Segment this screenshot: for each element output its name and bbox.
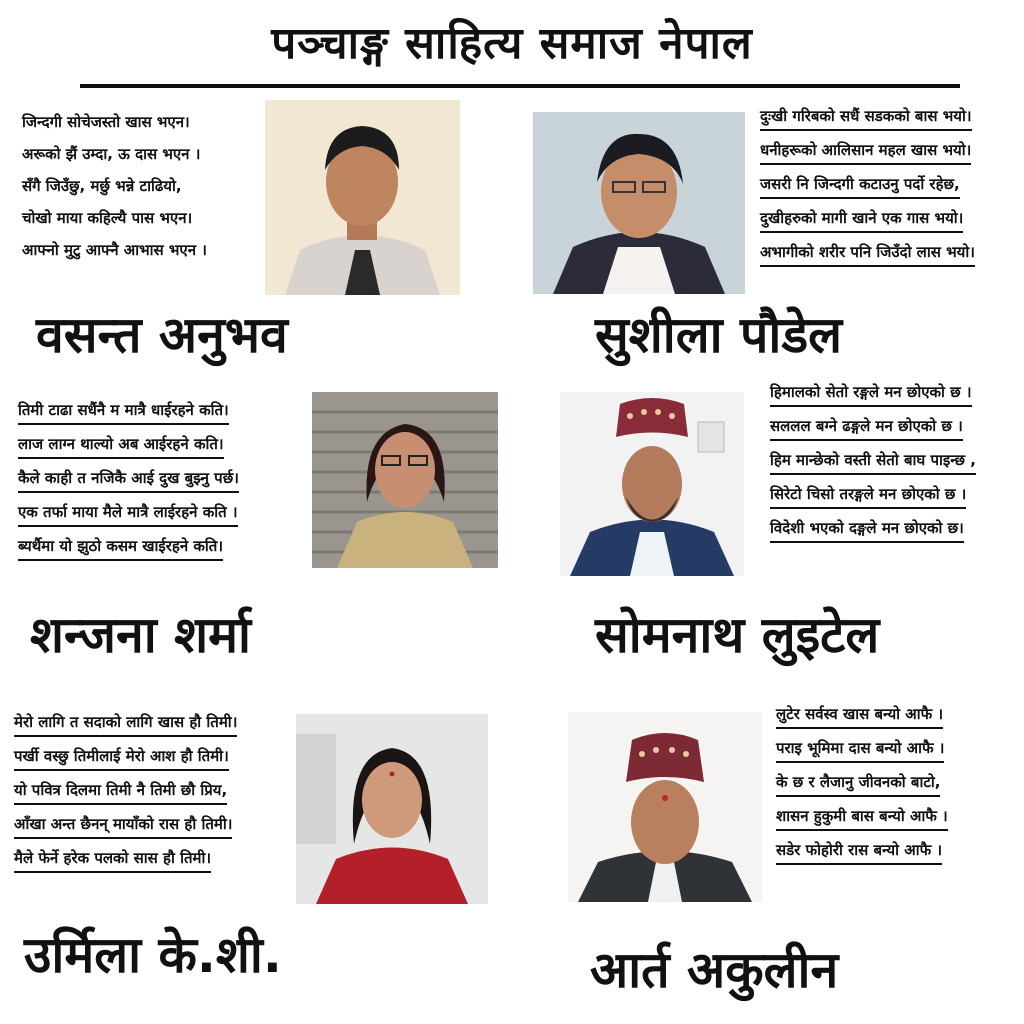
portrait-sushila [533,112,745,294]
poem-shanjana [18,400,239,570]
poem-line: दुःखी गरिबको सधैं सडकको बास भयो। [760,106,972,131]
poem-line: धनीहरूको आलिसान महल खास भयो। [760,140,971,165]
poem-line: जिन्दगी सोचेजस्तो खास भएन। [22,113,190,131]
poem-line: चोखो माया कहिल्यै पास भएन। [22,209,193,227]
poet-name: सोमनाथ लुइटेल [595,606,880,664]
poem-line: सडेर फोहोरी रास बन्यो आफै । [776,840,942,865]
poem-line: सिरेटो चिसो तरङ्गले मन छोएको छ । [770,484,966,509]
poem-line: आँखा अन्त छैनन् मायाँको रास हौ तिमी। [14,814,232,839]
poet-name: आर्त अकुलीन [590,941,839,999]
poem-line: अरूको झैं उम्दा, ऊ दास भएन । [22,145,201,163]
poem-aart [776,704,948,874]
poem-line: सँगै जिउँछु, मर्छु भन्ने टाढियो, [22,177,182,195]
poem-vasanta [22,112,207,272]
poem-line: यो पवित्र दिलमा तिमी नै तिमी छौ प्रिय, [14,780,227,805]
portrait-somnath [560,392,744,576]
poet-name: वसन्त अनुभव [36,306,288,364]
poet-name: उर्मिला के.शी. [24,926,282,984]
portrait-aart [568,712,762,902]
poem-line: विदेशी भएको दङ्गले मन छोएको छ। [770,518,964,543]
title-underline [80,84,960,88]
poem-line: कैले काही त नजिकै आई दुख बुझ्नु पर्छ। [18,468,239,493]
poem-urmila [14,712,237,882]
poem-sushila [760,106,975,276]
poem-line: पराइ भूमिमा दास बन्यो आफै । [776,738,944,763]
poem-line: लाज लाग्न थाल्यो अब आईरहने कति। [18,434,224,459]
portrait-vasanta [265,100,460,295]
poem-line: अभागीको शरीर पनि जिउँदो लास भयो। [760,242,975,267]
poet-name: शन्जना शर्मा [30,606,251,664]
page-title: पञ्चाङ्ग साहित्य समाज नेपाल [271,18,753,69]
poem-line: आफ्नो मुटु आफ्नै आभास भएन । [22,241,207,259]
poem-line: के छ र लैजानु जीवनको बाटो, [776,772,940,797]
poem-line: हिम मान्छेको वस्ती सेतो बाघ पाइन्छ , [770,450,976,475]
poem-line: मेरो लागि त सदाको लागि खास हौ तिमी। [14,712,237,737]
poem-line: जसरी नि जिन्दगी कटाउनु पर्दो रहेछ, [760,174,960,199]
poem-line: सललल बग्ने ढङ्गले मन छोएको छ । [770,416,963,441]
poem-line: तिमी टाढा सधैंनै म मात्रै धाईरहने कति। [18,400,229,425]
portrait-shanjana [312,392,498,568]
poem-line: हिमालको सेतो रङ्गले मन छोएको छ । [770,382,972,407]
poem-line: शासन हुकुमी बास बन्यो आफै । [776,806,948,831]
poem-line: दुखीहरुको मागी खाने एक गास भयो। [760,208,963,233]
poem-line: ब्यर्थैमा यो झुठो कसम खाईरहने कति। [18,536,223,561]
poem-somnath [770,382,976,552]
portrait-urmila [296,714,488,904]
poem-line: लुटेर सर्वस्व खास बन्यो आफै । [776,704,943,729]
poem-line: एक तर्फा माया मैले मात्रै लाईरहने कति । [18,502,238,527]
poem-line: पर्खी वस्छु तिमीलाई मेरो आश हौ तिमी। [14,746,229,771]
poem-line: मैले फेर्ने हरेक पलको सास हौ तिमी। [14,848,211,873]
poet-name: सुशीला पौडेल [595,306,843,364]
